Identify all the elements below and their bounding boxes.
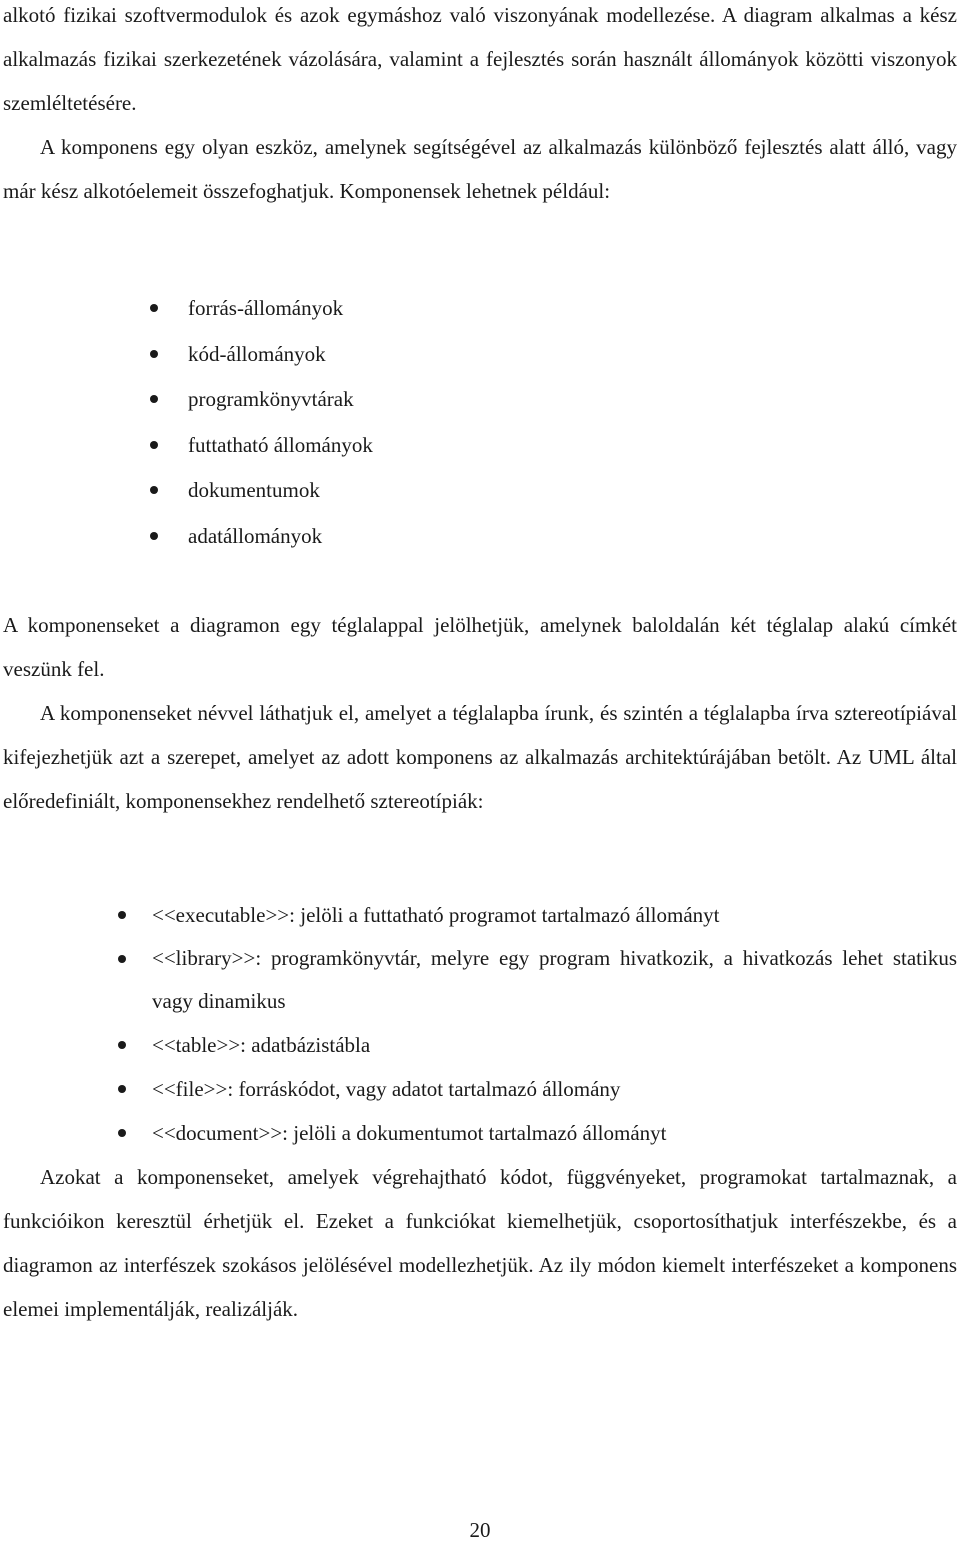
list-item: <<library>>: programkönyvtár, melyre egy program hivatkozik, a hivatkozás lehet statikus vagy dinamikus (152, 937, 957, 1023)
bullet-icon (150, 350, 158, 358)
stereotypes-list (3, 893, 957, 1155)
list-item: futtatható állományok (188, 423, 957, 469)
bullet-icon (118, 1085, 126, 1093)
paragraph-diagram-purpose: alkotó fizikai szoftvermodulok és azok egymáshoz való viszonyának modellezése. A diagram alkalmas a kész alkalmazás fizikai szerkezetének vázolására, valamint a fejlesztés során használt állományok közötti viszonyok szemléltetésére. (3, 3, 957, 115)
document-page (3, 0, 957, 1331)
bullet-icon (118, 1129, 126, 1137)
bullet-icon (118, 955, 126, 963)
page-number: 20 (469, 1518, 491, 1542)
component-examples-list (3, 286, 957, 560)
list-item: <<file>>: forráskódot, vagy adatot tartalmazó állomány (152, 1067, 957, 1111)
paragraph-component-notation: A komponenseket a diagramon egy téglalappal jelölhetjük, amelynek baloldalán két téglalap alakú címkét veszünk fel. (3, 612, 957, 681)
paragraph-interfaces: Azokat a komponenseket, amelyek végrehajtható kódot, függvényeket, programokat tartalmaznak, a funkcióikon keresztül érhetjük el. Ezeket a funkciókat kiemelhetjük, csoportosíthatjuk interfészekbe, és a diagramon az interfészek szokásos jelölésével modellezhetjük. Az ily módon kiemelt interfészeket a komponens elemei implementálják, realizálják. (3, 1164, 957, 1321)
bullet-icon (150, 441, 158, 449)
bullet-icon (150, 395, 158, 403)
list-item: <<document>>: jelöli a dokumentumot tartalmazó állományt (152, 1111, 957, 1155)
list-item: kód-állományok (188, 332, 957, 378)
paragraph-component-definition: A komponens egy olyan eszköz, amelynek segítségével az alkalmazás különböző fejlesztés alatt álló, vagy már kész alkotóelemeit összefoghatjuk. Komponensek lehetnek például: (3, 135, 957, 203)
bullet-icon (118, 1041, 126, 1049)
bullet-icon (118, 911, 126, 919)
bullet-icon (150, 486, 158, 494)
bullet-icon (150, 532, 158, 540)
list-item: adatállományok (188, 514, 957, 560)
list-item: dokumentumok (188, 468, 957, 514)
bullet-icon (150, 304, 158, 312)
list-item: programkönyvtárak (188, 377, 957, 423)
list-item: forrás-állományok (188, 286, 957, 332)
list-item: <<executable>>: jelöli a futtatható programot tartalmazó állományt (152, 893, 957, 937)
paragraph-stereotypes-intro: A komponenseket névvel láthatjuk el, amelyet a téglalapba írunk, és szintén a téglalapba írva sztereotípiával kifejezhetjük azt a szerepet, amelyet az adott komponens az alkalmazás architektúrájában betölt. Az UML által előredefiniált, komponensekhez rendelhető sztereotípiák: (3, 700, 957, 813)
list-item: <<table>>: adatbázistábla (152, 1023, 957, 1067)
